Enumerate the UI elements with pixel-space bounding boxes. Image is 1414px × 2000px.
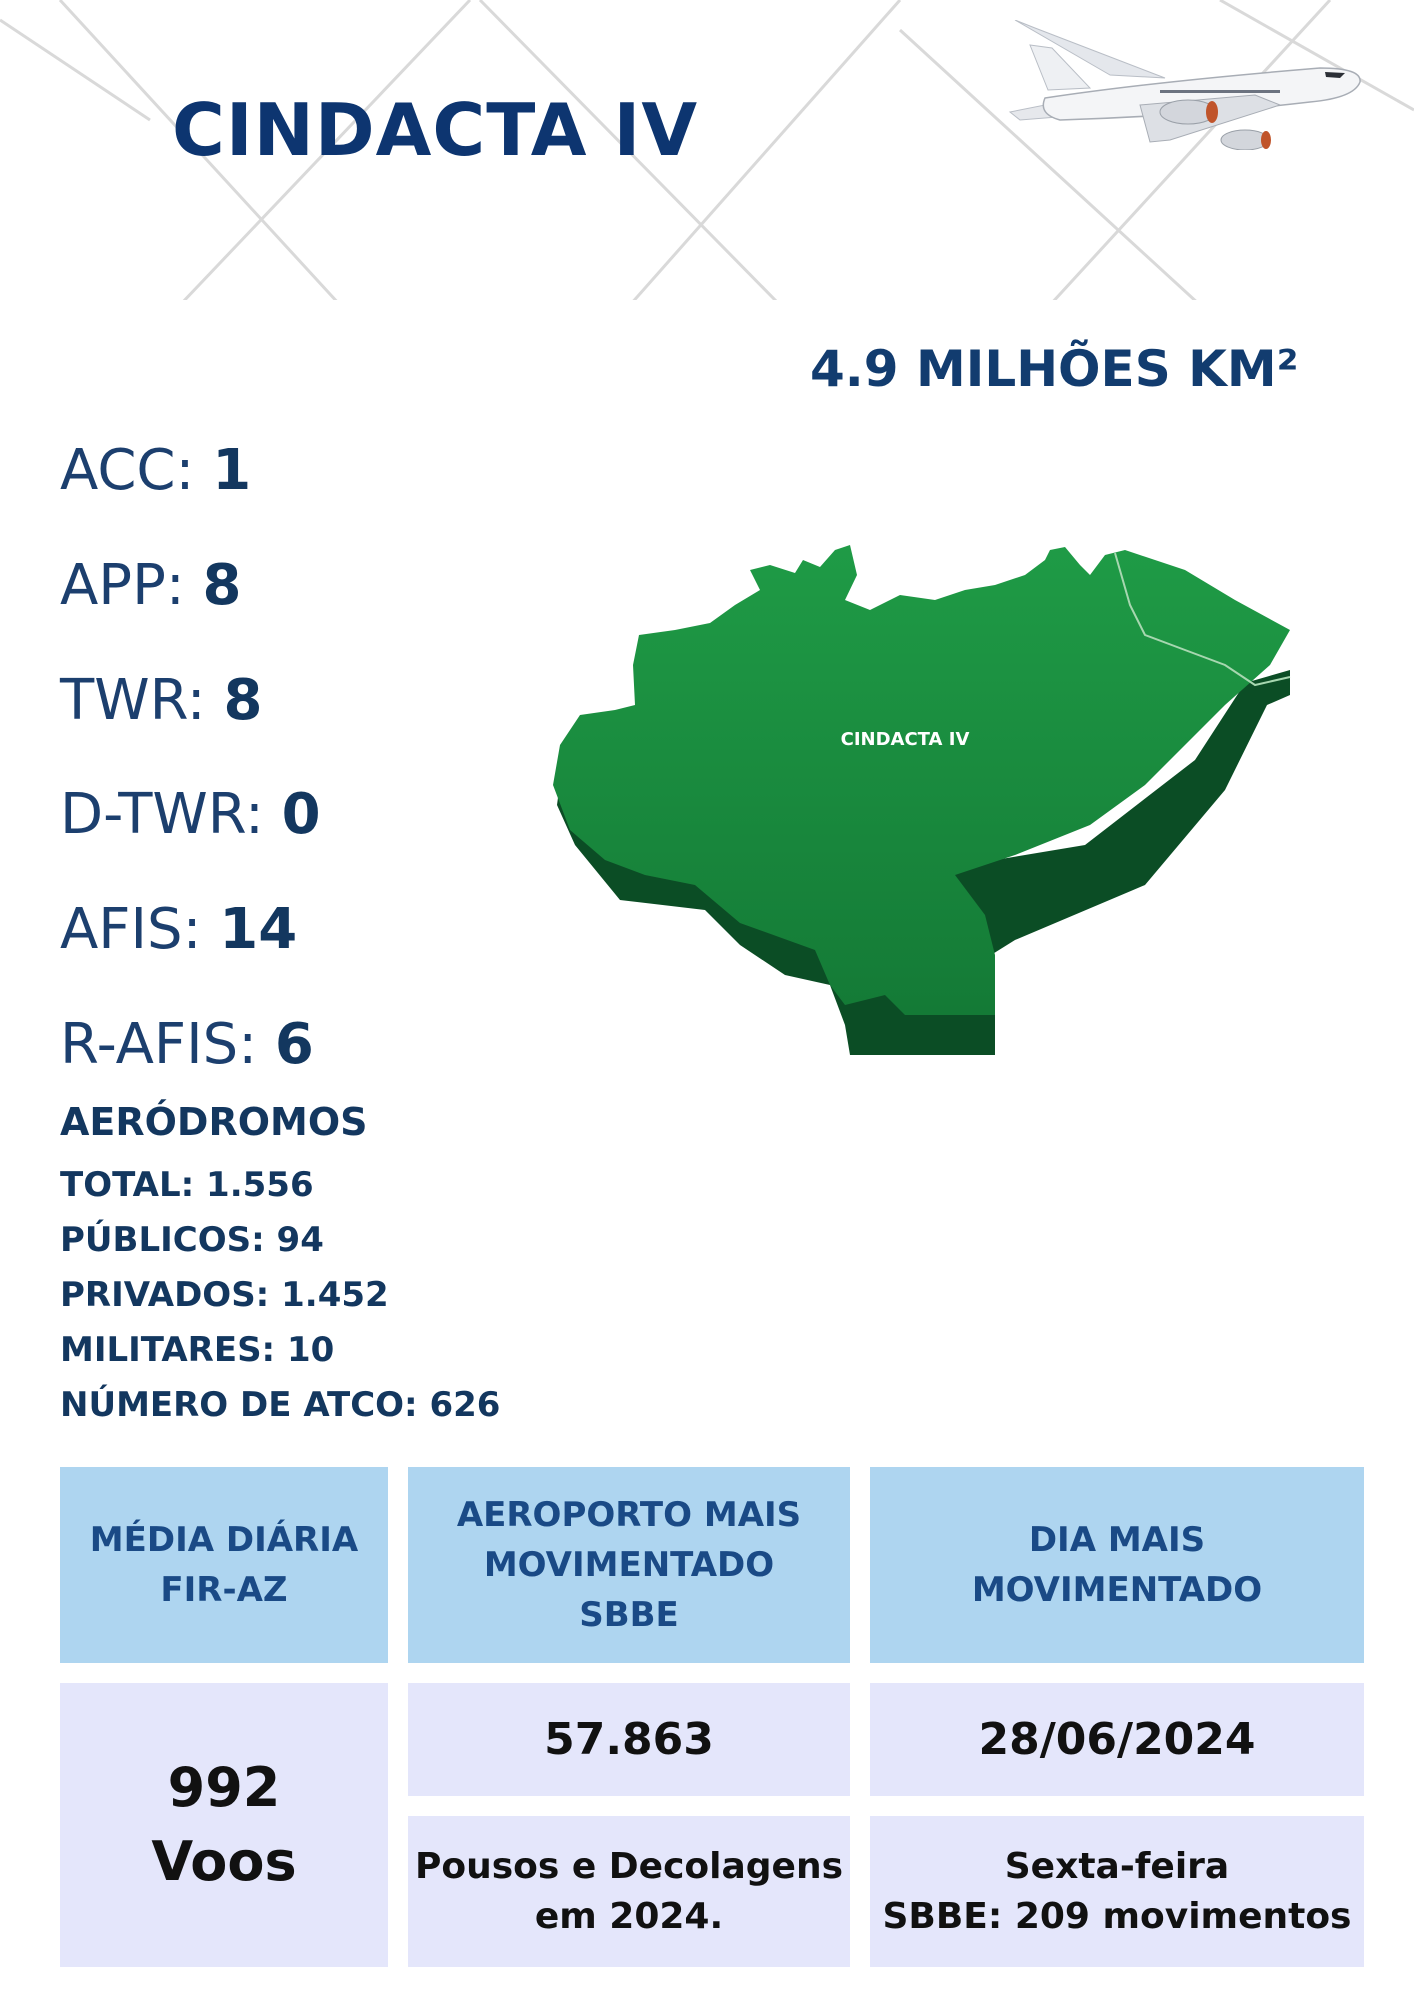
media-diaria-value: [60, 1683, 388, 1967]
aerodromos-publicos: PÚBLICOS: 94: [60, 1220, 324, 1260]
stat-value: 8: [223, 668, 263, 733]
aerodromos-total: TOTAL: 1.556: [60, 1165, 314, 1205]
header-media-diaria: [60, 1467, 388, 1663]
airplane-image: [990, 20, 1370, 150]
header-line: SBBE: [579, 1595, 679, 1635]
stat-dtwr: [60, 782, 321, 847]
stat-value: 14: [219, 897, 298, 962]
region-map: [545, 545, 1305, 1065]
stat-label: R-AFIS:: [60, 1012, 275, 1077]
stat-value: 6: [274, 1012, 314, 1077]
header-line: MÉDIA DIÁRIA: [89, 1520, 359, 1560]
stat-twr: [60, 668, 262, 733]
aerodromos-heading: AERÓDROMOS: [60, 1100, 368, 1144]
stat-rafis: [60, 1012, 314, 1077]
note-line: Sexta-feira: [1004, 1845, 1230, 1887]
stat-label: ACC:: [60, 438, 213, 503]
atco-count: NÚMERO DE ATCO: 626: [60, 1385, 501, 1425]
aeroporto-value: 57.863: [408, 1683, 850, 1796]
stat-value: 0: [281, 782, 321, 847]
header-line: DIA MAIS: [1028, 1520, 1206, 1560]
stat-value: 8: [202, 553, 242, 618]
map-label: CINDACTA IV: [840, 729, 970, 750]
media-unit: Voos: [151, 1830, 297, 1893]
header-line: MOVIMENTADO: [483, 1545, 775, 1585]
stat-value: 1: [212, 438, 252, 503]
aeroporto-note: [408, 1816, 850, 1967]
stat-acc: [60, 438, 251, 503]
header-aeroporto: [408, 1467, 850, 1663]
dia-value: 28/06/2024: [870, 1683, 1364, 1796]
aerodromos-militares: MILITARES: 10: [60, 1330, 335, 1370]
aerodromos-privados: PRIVADOS: 1.452: [60, 1275, 389, 1315]
stat-label: APP:: [60, 553, 203, 618]
header-line: FIR-AZ: [160, 1570, 288, 1610]
stat-app: [60, 553, 241, 618]
header-line: AEROPORTO MAIS: [456, 1495, 802, 1535]
header-line: MOVIMENTADO: [971, 1570, 1263, 1610]
stat-afis: [60, 897, 297, 962]
stat-label: D-TWR:: [60, 782, 282, 847]
note-line: Pousos e Decolagens: [414, 1845, 844, 1887]
stat-label: TWR:: [60, 668, 224, 733]
area-size: 4.9 MILHÕES KM²: [810, 340, 1299, 398]
stat-label: AFIS:: [60, 897, 220, 962]
media-count: 992: [167, 1756, 281, 1819]
aerodromos-section: [60, 1100, 500, 1433]
note-line: em 2024.: [534, 1895, 724, 1937]
page-title: CINDACTA IV: [172, 88, 699, 172]
note-line: SBBE: 209 movimentos: [882, 1895, 1352, 1937]
header-dia: [870, 1467, 1364, 1663]
dia-note: [870, 1816, 1364, 1967]
